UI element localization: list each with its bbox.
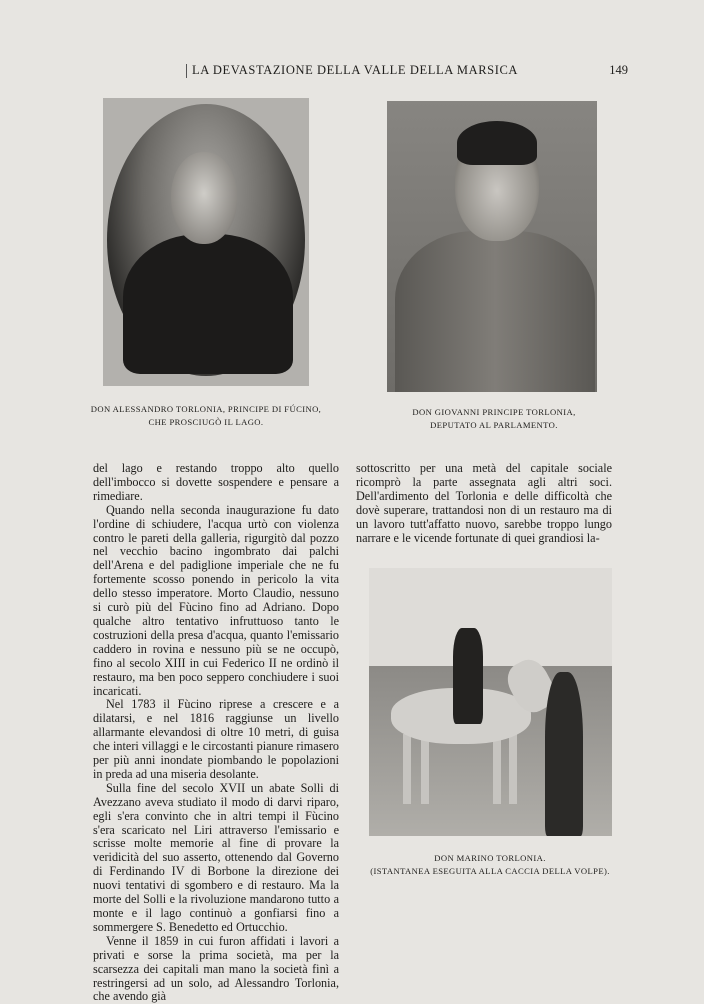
caption-line: DON ALESSANDRO TORLONIA, PRINCIPE DI FÚCINO,: [90, 404, 322, 414]
caption-line: DON MARINO TORLONIA.: [434, 853, 546, 863]
figure-body: [123, 234, 293, 374]
page-number: 149: [609, 63, 628, 77]
portrait-oval-frame: [107, 104, 305, 376]
left-text-column: [93, 462, 339, 1004]
figure-body: [395, 231, 595, 392]
portrait-2-caption: [390, 406, 598, 431]
photo-3-caption: [346, 852, 634, 877]
header-rule: [186, 64, 187, 78]
photo-sky: [369, 568, 612, 666]
right-text-column: [356, 462, 612, 545]
photo-marino-torlonia-horse: [369, 568, 612, 836]
portrait-alessandro-torlonia: [103, 98, 309, 386]
paragraph: Quando nella seconda inaugurazione fu dato l'ordine di schiudere, l'acqua urtò con violenza contro le pareti della galleria, rigurgitò dal pozzo nel vecchio bacino ingombrato dai palchi dell'Arena e del padiglione imperiale che ne fu fortemente scosso ponendo in pericolo la vita dello stesso imperatore. Morto Claudio, nessuno si curò più del Fùcino fino ad Adriano. Dopo qualche altro tentativo infruttuoso tanto le costruzioni della presa d'acqua, quanto l'emissario caddero in rovina e nessuno più se ne occupò, fino al secolo XIII in cui Federico II ne ordinò il restauro, ma ben poco seppero conchiudere i suoi incaricati.: [93, 502, 339, 698]
paragraph: sottoscritto per una metà del capitale sociale ricomprò la parte assegnata agli altri soci. Dell'ardimento del Torlonia e delle difficoltà che dovè superare, trattandosi non di un restauro ma di un lavoro tutt'affatto nuovo, sarebbe troppo lungo narrare e le vicende fortunate di quei grandiosi la-: [356, 461, 612, 545]
paragraph: del lago e restando troppo alto quello dell'imbocco si dovette sospendere e pensare a rimediare.: [93, 461, 339, 503]
caption-line: CHE PROSCIUGÒ IL LAGO.: [148, 416, 264, 427]
caption-line: DON GIOVANNI PRINCIPE TORLONIA,: [412, 407, 576, 417]
horse-leg: [509, 734, 517, 804]
paragraph: Nel 1783 il Fùcino riprese a crescere e a dilatarsi, e nel 1816 raggiunse un livello allarmante elevandosi di oltre 10 metri, di guisa che interi villaggi e le circostanti pianure rimasero per più anni inondate piombando le popolazioni in preda ad una miseria desolante.: [93, 697, 339, 781]
running-header: [186, 62, 628, 82]
horse-leg: [421, 734, 429, 804]
horse-leg: [403, 734, 411, 804]
portrait-giovanni-torlonia: [387, 101, 597, 392]
figure-head: [171, 152, 237, 244]
caption-line: (ISTANTANEA ESEGUITA ALLA CACCIA DELLA VOLPE).: [370, 865, 610, 876]
standing-figure: [545, 672, 583, 836]
caption-line: DEPUTATO AL PARLAMENTO.: [430, 419, 558, 430]
portrait-1-caption: [86, 403, 326, 428]
paragraph: Sulla fine del secolo XVII un abate Solli di Avezzano aveva studiato il modo di darvi riparo, egli s'era convinto che in altri tempi il Fùcino s'era scaricato nel Liri attraverso l'emissario e scrisse molte memorie al fine di provare la veridicità del suo asserto, ottenendo dal Governo di Ferdinando IV di Borbone la direzione dei nuovi tentativi di sgombero e di restauro. Ma la morte del Solli e la rivoluzione mandarono tutto a monte e il lago continuò a gonfiarsi fino a sommergere S. Benedetto ed Ortucchio.: [93, 780, 339, 934]
horse-leg: [493, 734, 501, 804]
figure-hair: [457, 121, 537, 165]
running-title: LA DEVASTAZIONE DELLA VALLE DELLA MARSICA: [192, 63, 519, 77]
paragraph: Venne il 1859 in cui furon affidati i lavori a privati e sorse la prima società, ma per la scarsezza dei capitali man mano la società finì a restringersi ad un solo, ad Alessandro Torlonia, che avendo già: [93, 933, 339, 1004]
rider-figure: [453, 628, 483, 724]
